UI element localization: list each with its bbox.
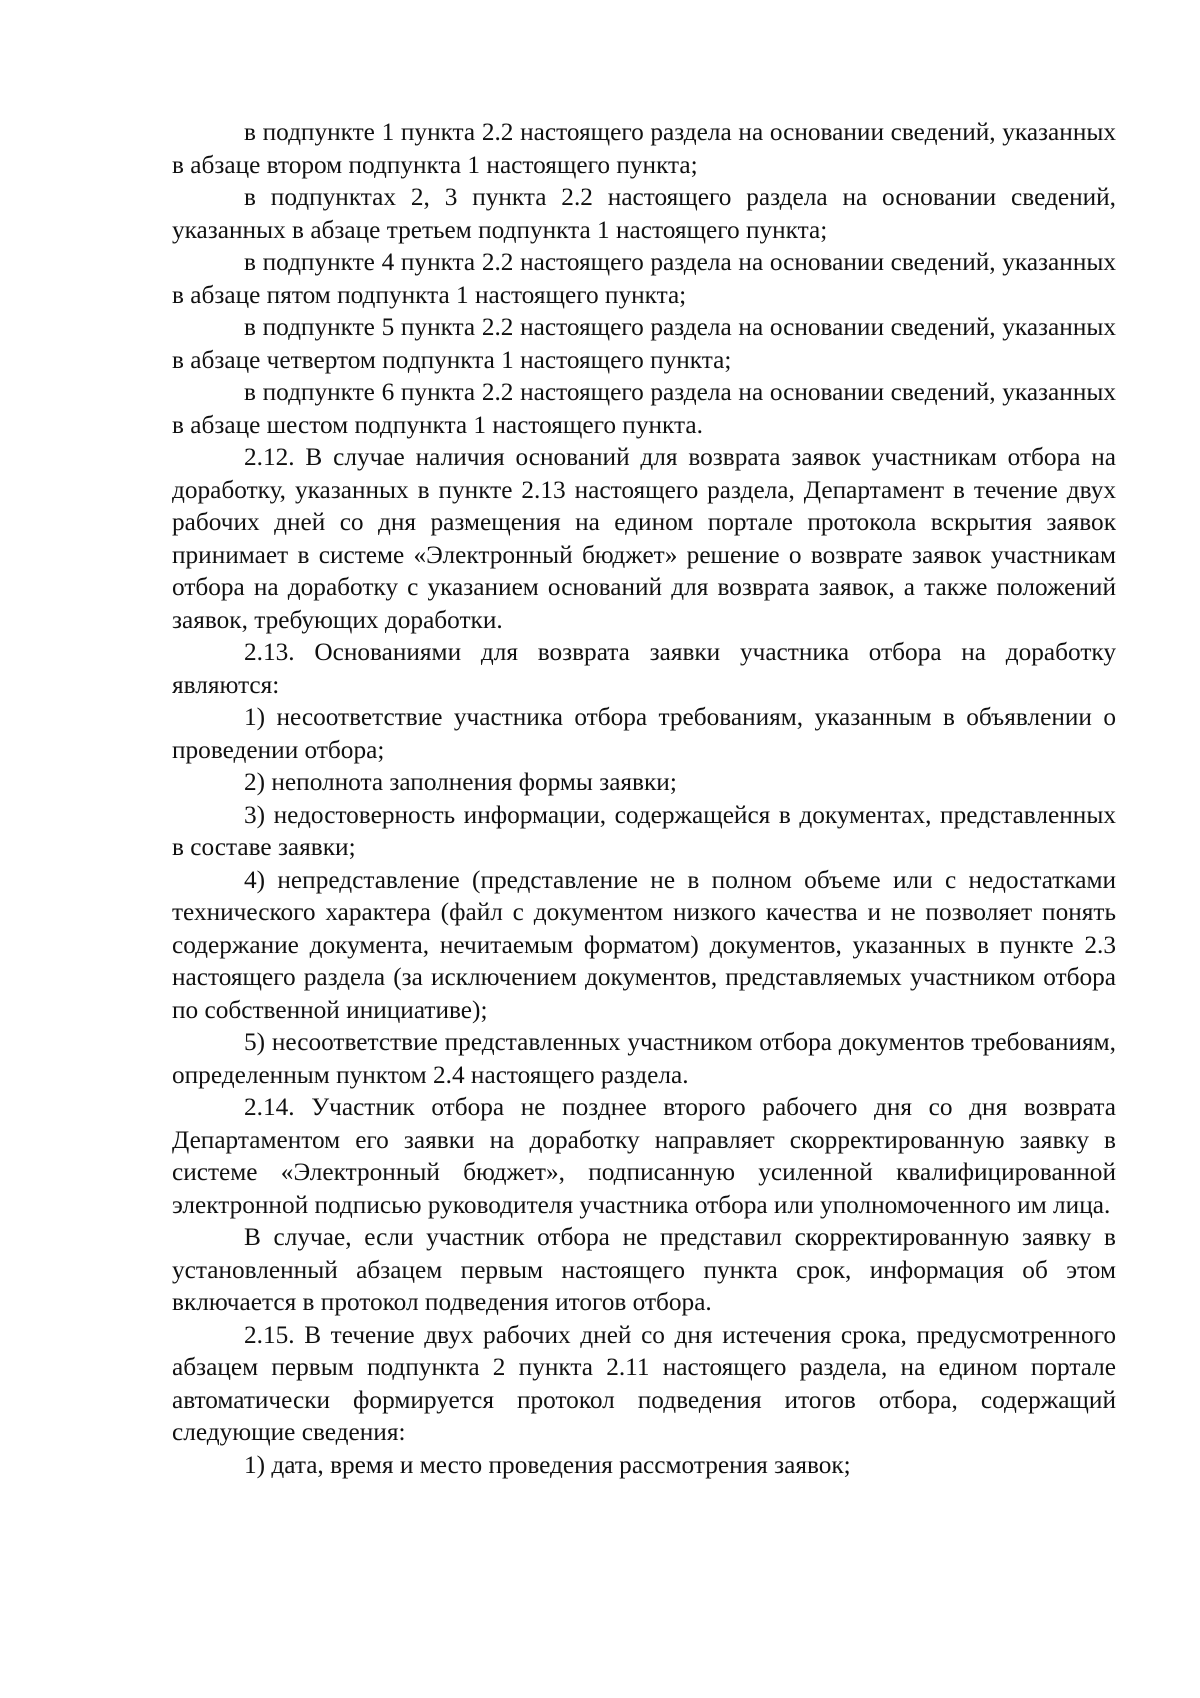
paragraph-sub5: в подпункте 5 пункта 2.2 настоящего раздела на основании сведений, указанных в абзаце четвертом подпункта 1 настоящего пункта; bbox=[172, 313, 1116, 374]
paragraph-2-12: 2.12. В случае наличия оснований для возврата заявок участникам отбора на доработку, указанных в пункте 2.13 настоящего раздела, Департамент в течение двух рабочих дней со дня размещения на едином портале протокола вскрытия заявок принимает в системе «Электронный бюджет» решение о возврате заявок участникам отбора на доработку с указанием оснований для возврата заявок, а также положений заявок, требующих доработки. bbox=[172, 443, 1116, 634]
list-item-2-13-1: 1) несоответствие участника отбора требованиям, указанным в объявлении о проведении отбора; bbox=[172, 703, 1116, 764]
paragraph-2-14-second: В случае, если участник отбора не представил скорректированную заявку в установленный абзацем первым настоящего пункта срок, информация об этом включается в протокол подведения итогов отбора. bbox=[172, 1223, 1116, 1316]
paragraph-2-15: 2.15. В течение двух рабочих дней со дня истечения срока, предусмотренного абзацем первым подпункта 2 пункта 2.11 настоящего раздела, на едином портале автоматически формируется протокол подведения итогов отбора, содержащий следующие сведения: bbox=[172, 1320, 1116, 1446]
list-item-2-13-4: 4) непредставление (представление не в полном объеме или с недостатками технического характера (файл с документом низкого качества и не позволяет понять содержание документа, нечитаемым форматом) документов, указанных в пункте 2.3 настоящего раздела (за исключением документов, представляемых участником отбора по собственной инициативе); bbox=[172, 865, 1116, 1024]
list-item-2-15-1: 1) дата, время и место проведения рассмотрения заявок; bbox=[244, 1450, 851, 1479]
document-page bbox=[172, 116, 1116, 1481]
list-item-2-13-3: 3) недостоверность информации, содержащейся в документах, представленных в составе заявки; bbox=[172, 800, 1116, 861]
paragraph-2-13: 2.13. Основаниями для возврата заявки участника отбора на доработку являются: bbox=[172, 638, 1116, 699]
paragraph-sub2-3: в подпунктах 2, 3 пункта 2.2 настоящего раздела на основании сведений, указанных в абзаце третьем подпункта 1 настоящего пункта; bbox=[172, 183, 1116, 244]
list-item-2-13-2: 2) неполнота заполнения формы заявки; bbox=[244, 768, 677, 796]
paragraph-2-14: 2.14. Участник отбора не позднее второго рабочего дня со дня возврата Департаментом его заявки на доработку направляет скорректированную заявку в системе «Электронный бюджет», подписанную усиленной квалифицированной электронной подписью руководителя участника отбора или уполномоченного им лица. bbox=[172, 1093, 1116, 1219]
list-item-2-13-5: 5) несоответствие представленных участником отбора документов требованиям, определенным пунктом 2.4 настоящего раздела. bbox=[172, 1028, 1116, 1089]
paragraph-sub4: в подпункте 4 пункта 2.2 настоящего раздела на основании сведений, указанных в абзаце пятом подпункта 1 настоящего пункта; bbox=[172, 248, 1116, 309]
paragraph-sub6: в подпункте 6 пункта 2.2 настоящего раздела на основании сведений, указанных в абзаце шестом подпункта 1 настоящего пункта. bbox=[172, 378, 1116, 439]
paragraph-sub1: в подпункте 1 пункта 2.2 настоящего раздела на основании сведений, указанных в абзаце втором подпункта 1 настоящего пункта; bbox=[172, 118, 1116, 179]
